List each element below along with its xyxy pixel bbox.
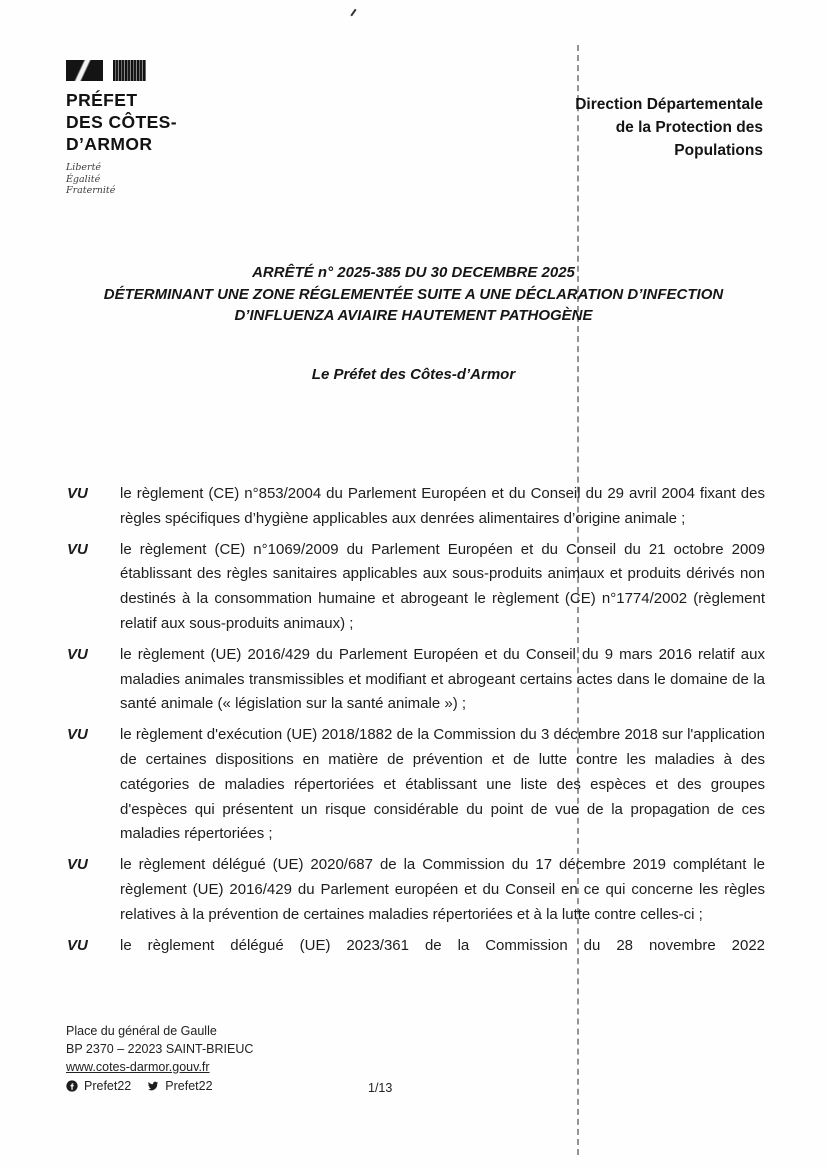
footer-address-line: Place du général de Gaulle (66, 1024, 217, 1038)
recital-text: le règlement (CE) n°853/2004 du Parlement Européen et du Conseil du 29 avril 2004 fixant des règles spécifiques d’hygiène applicables aux denrées alimentaires d’origine animale ; (120, 485, 765, 527)
footer-website: www.cotes-darmor.gouv.fr (66, 1060, 210, 1074)
flag-icon (66, 60, 103, 81)
recital-text: le règlement délégué (UE) 2023/361 de la Commission du 28 novembre 2022 (120, 936, 765, 954)
footer-social-row (66, 1077, 253, 1095)
prefecture-name-line: PRÉFET (66, 90, 138, 110)
recital-text: le règlement délégué (UE) 2020/687 de la Commission du 17 décembre 2019 complétant le règlement (UE) 2016/429 du Parlement européen et du Conseil en ce qui concerne les règles relatives à la prévention de certaines maladies répertoriées et à la lutte contre celles-ci ; (120, 856, 765, 923)
motto-line: Liberté (66, 162, 102, 173)
recital-text: le règlement d'exécution (UE) 2018/1882 de la Commission du 3 décembre 2018 sur l'application de certaines dispositions en matière de prévention et de lutte contre les maladies à des catégories de maladies répertoriées et établissant une liste des espèces et des groupes d'espèces qui présentent un risque considérable du point de vue de la propagation de ces maladies répertoriées ; (120, 726, 765, 843)
footer-block (66, 1022, 253, 1095)
twitter-handle: Prefet22 (165, 1079, 213, 1093)
prefecture-name-line: D’ARMOR (66, 134, 153, 154)
recital-item (67, 853, 765, 927)
recital-item (67, 934, 765, 959)
recital-item (67, 723, 765, 847)
title-line: DÉTERMINANT UNE ZONE RÉGLEMENTÉE SUITE A UNE DÉCLARATION D’INFECTION (103, 285, 724, 303)
service-line: Direction Départementale (575, 96, 763, 113)
republic-motto (66, 162, 286, 197)
footer-address-line: BP 2370 – 22023 SAINT-BRIEUC (66, 1042, 254, 1056)
recital-item (67, 643, 765, 717)
recitals-list (67, 482, 765, 964)
recital-label: VU (67, 485, 88, 502)
recital-label: VU (67, 540, 88, 558)
service-line: de la Protection des (615, 119, 763, 136)
recital-text: le règlement (CE) n°1069/2009 du Parlement Européen et du Conseil du 21 octobre 2009 établissant des règles sanitaires applicables aux sous-produits animaux et produits dérivés non destinés à la consommation humaine et abrogeant le règlement (CE) n°1774/2002 (règlement relatif aux sous-produits animaux) ; (120, 540, 765, 632)
facebook-handle: Prefet22 (84, 1079, 132, 1093)
scan-artifact-mark (350, 9, 360, 20)
recital-label: VU (67, 726, 88, 744)
motto-line: Égalité (66, 173, 101, 185)
document-subtitle: Le Préfet des Côtes-d’Armor (311, 366, 516, 383)
recital-text: le règlement (UE) 2016/429 du Parlement Européen et du Conseil du 9 mars 2016 relatif aux maladies animales transmissibles et modifiant et abrogeant certains actes dans le domaine de la santé animale (« législation sur la santé animale ») ; (120, 645, 765, 713)
recital-label: VU (67, 856, 88, 874)
facebook-icon (66, 1080, 78, 1092)
emblem-icon (113, 60, 146, 81)
recital-item (67, 482, 765, 532)
title-line: ARRÊTÉ n° 2025-385 DU 30 DECEMBRE 2025 (252, 264, 575, 281)
twitter-icon (147, 1080, 159, 1092)
motto-line: Fraternité (66, 185, 116, 196)
issuing-service (463, 93, 763, 162)
prefecture-logo (66, 60, 286, 197)
prefecture-name-line: DES CÔTES- (66, 112, 177, 132)
recital-item (67, 538, 765, 637)
logo-emblems (66, 60, 286, 81)
recital-label: VU (67, 936, 88, 954)
recital-label: VU (67, 645, 88, 663)
document-title (60, 262, 767, 327)
title-line: D’INFLUENZA AVIAIRE HAUTEMENT PATHOGÈNE (234, 307, 593, 324)
prefecture-name (66, 89, 286, 155)
page-number: 1/13 (368, 1081, 393, 1095)
service-line: Populations (674, 142, 763, 159)
